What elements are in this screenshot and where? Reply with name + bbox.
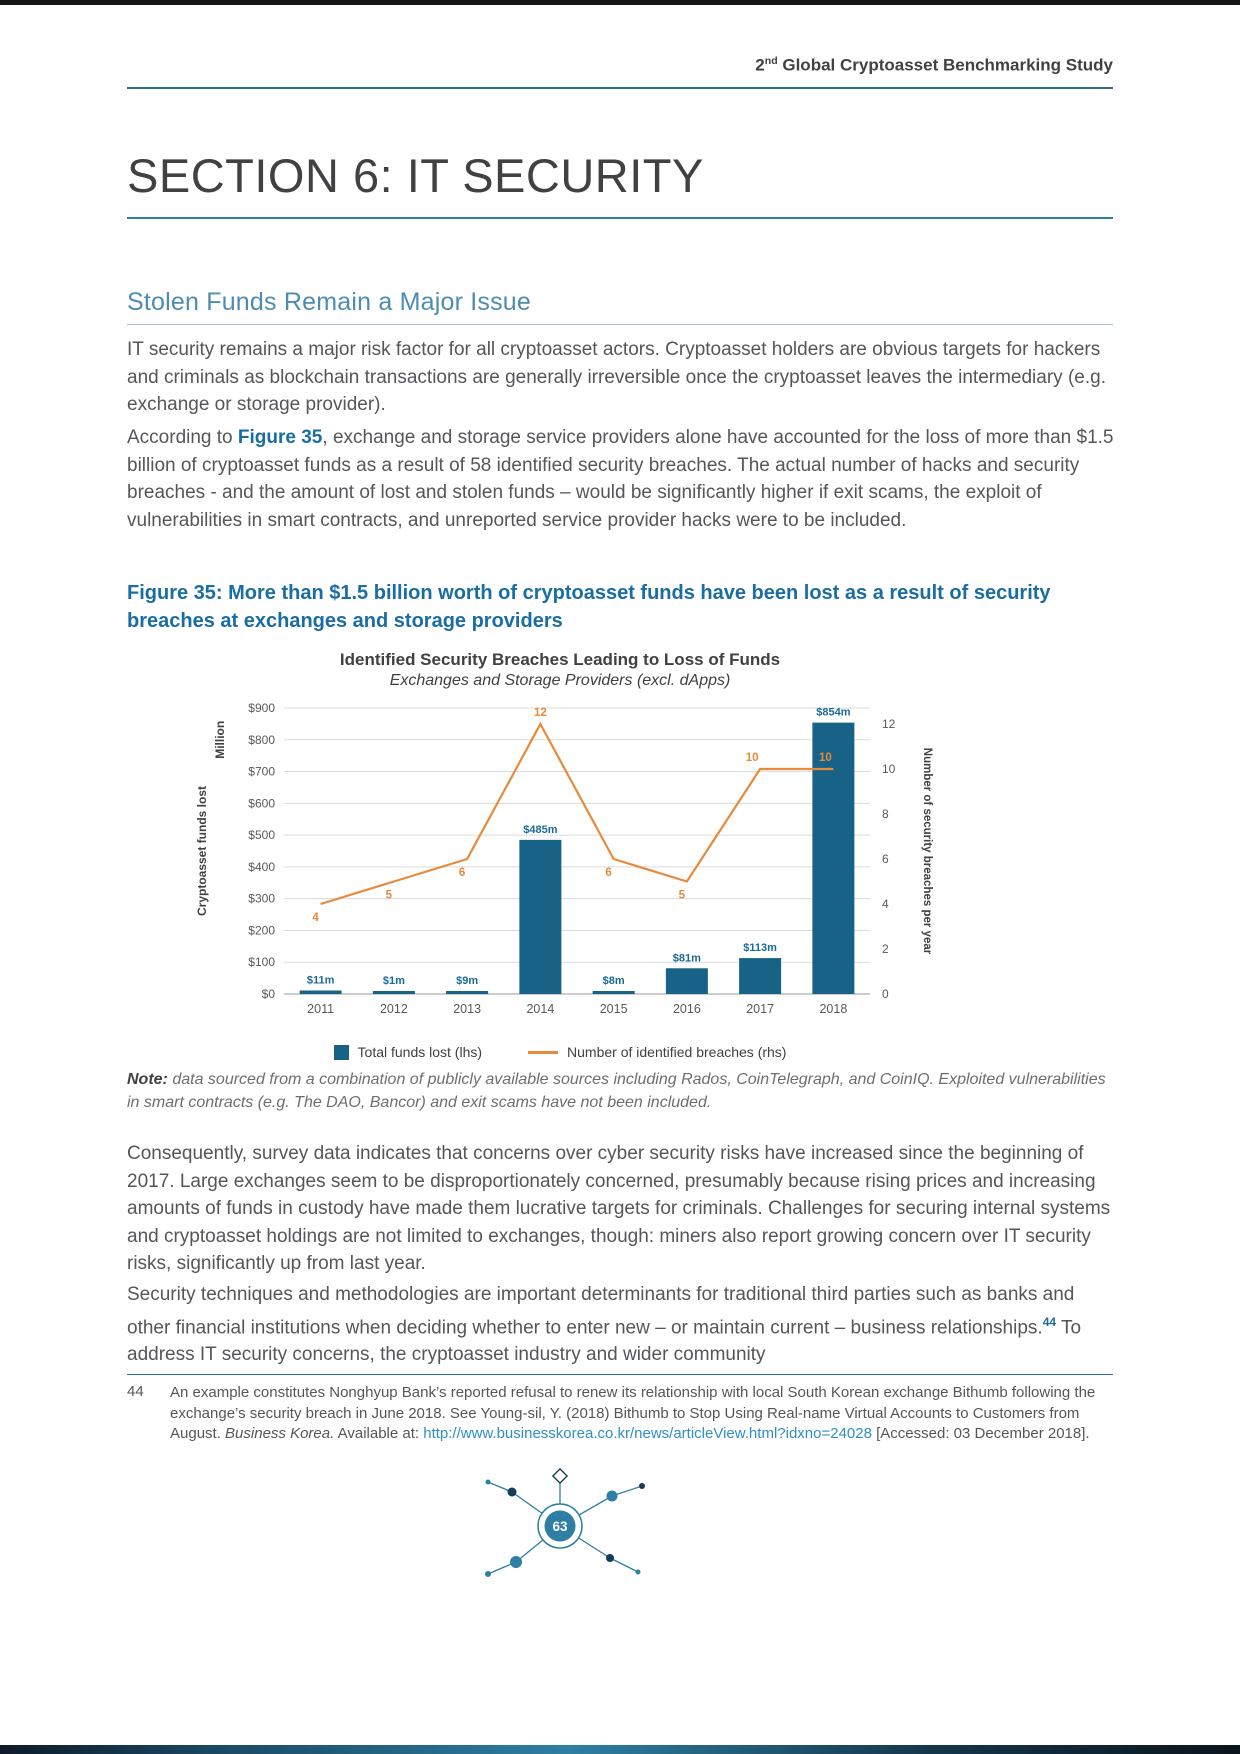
- svg-text:$854m: $854m: [816, 706, 851, 719]
- legend-item-breaches: [528, 1044, 786, 1060]
- svg-text:5: 5: [385, 889, 393, 902]
- svg-text:10: 10: [818, 752, 832, 765]
- network-node: [508, 1488, 517, 1497]
- footnote-number: 44: [127, 1383, 144, 1400]
- diamond-node-icon: [553, 1469, 567, 1483]
- legend-item-funds: [334, 1044, 483, 1060]
- figure-35: [169, 650, 951, 1060]
- network-node: [639, 1483, 645, 1489]
- legend-line-label: Number of identified breaches (rhs): [567, 1044, 787, 1060]
- svg-text:5: 5: [678, 889, 686, 902]
- paragraph-4: [127, 1281, 1115, 1369]
- svg-text:10: 10: [745, 752, 759, 765]
- svg-text:$113m: $113m: [743, 942, 777, 955]
- p4-before: Security techniques and methodologies are important determinants for traditional third parties such as banks and other financial institutions when deciding whether to enter new – or maintain current – business relationships.: [127, 1284, 1075, 1338]
- breaches-line: [321, 724, 834, 904]
- svg-text:$600: $600: [248, 796, 275, 811]
- bars-group: [300, 707, 855, 1016]
- svg-text:$11m: $11m: [306, 974, 335, 987]
- section-title-rule: [127, 217, 1113, 219]
- p4-after: To address IT security concerns, the cryptoasset industry and wider community: [127, 1316, 1082, 1366]
- svg-text:2018: 2018: [819, 1002, 848, 1016]
- svg-text:$0: $0: [261, 987, 275, 1001]
- svg-text:10: 10: [882, 762, 896, 777]
- footer-network-graphic: [460, 1462, 660, 1592]
- p2-after: , exchange and storage service providers alone have accounted for the loss of more than $1.5 billion of cryptoasset funds as a result of 58 identified security breaches. The actual number of hacks and security breaches - and the amount of lost and stolen funds – would be significantly higher if exit scams, the exploit of vulnerabilities in smart contracts, and unreported service provider hacks were to be included.: [127, 427, 1114, 531]
- header-rule: [127, 87, 1113, 89]
- figure-note: [127, 1068, 1115, 1114]
- chart-subtitle: Exchanges and Storage Providers (excl. dApps): [389, 672, 731, 689]
- header-superscript: nd: [764, 55, 778, 67]
- footnote-separator-rule: [127, 1374, 1113, 1375]
- svg-text:2015: 2015: [599, 1002, 628, 1016]
- network-node: [485, 1571, 491, 1577]
- paragraph-3: Consequently, survey data indicates that concerns over cyber security risks have increased since the beginning of 2017. Large exchanges seem to be disproportionately concerned, presumably because rising prices and increasing amounts of funds in custody have made them lucrative targets for criminals. Challenges for securing internal systems and cryptoasset holdings are not limited to exchanges, though: miners also report growing concern over IT security risks, significantly up from last year.: [127, 1143, 1111, 1274]
- footnote-reference[interactable]: 44: [1042, 1314, 1057, 1329]
- svg-text:8: 8: [882, 807, 889, 822]
- subsection-title: Stolen Funds Remain a Major Issue: [127, 288, 532, 316]
- header-title: Global Cryptoasset Benchmarking Study: [777, 55, 1113, 75]
- svg-text:2016: 2016: [672, 1002, 701, 1016]
- figure35-combo-chart: [180, 694, 940, 1040]
- svg-text:4: 4: [882, 897, 889, 912]
- left-axis-unit: Million: [213, 720, 227, 759]
- legend-bar-label: Total funds lost (lhs): [357, 1044, 483, 1060]
- network-node: [607, 1491, 618, 1502]
- footnote-text-a: An example constitutes Nonghyup Bank’s reported refusal to renew its relationship with local South Korean exchange Bithumb following the exchange’s security breach in June 2018. See Young-sil, Y. (2018) Bithumb to Stop Using Real-name Virtual Accounts to Customers from August.: [170, 1384, 1096, 1442]
- footnote-url-link[interactable]: http://www.businesskorea.co.kr/news/articleView.html?idxno=24028: [423, 1425, 872, 1442]
- legend-bar-swatch: [334, 1045, 349, 1060]
- bar-2011: [300, 991, 342, 994]
- bar-2016: [666, 968, 708, 994]
- paragraph-2: [127, 424, 1115, 534]
- p2-before: According to: [127, 427, 238, 448]
- svg-text:$100: $100: [248, 955, 275, 970]
- svg-text:6: 6: [605, 867, 612, 880]
- svg-text:$400: $400: [248, 859, 275, 874]
- chart-legend: [169, 1044, 951, 1060]
- network-node: [636, 1570, 641, 1575]
- svg-text:2014: 2014: [526, 1002, 555, 1016]
- right-axis-title: Number of security breaches per year: [921, 747, 933, 955]
- svg-text:$1m: $1m: [382, 975, 405, 987]
- svg-text:4: 4: [312, 912, 319, 925]
- svg-text:2011: 2011: [307, 1002, 335, 1016]
- network-node: [486, 1480, 491, 1485]
- svg-text:$500: $500: [248, 828, 275, 843]
- section-title: SECTION 6: IT SECURITY: [127, 149, 704, 202]
- svg-text:2012: 2012: [379, 1002, 408, 1016]
- subsection-title-rule: [127, 324, 1113, 325]
- running-header: [755, 55, 1113, 76]
- header-prefix: 2: [755, 55, 765, 75]
- page-bottom-bar: [0, 1745, 1240, 1754]
- svg-text:6: 6: [458, 867, 466, 880]
- network-node: [510, 1556, 522, 1568]
- footnote-text-c: [Accessed: 03 December 2018].: [871, 1425, 1090, 1442]
- bar-2013: [446, 991, 488, 994]
- note-text: data sourced from a combination of publicly available sources including Rados, CoinTelegraph, and CoinIQ. Exploited vulnerabilities in smart contracts (e.g. The DAO, Bancor) and exit scams have not been included.: [127, 1071, 1106, 1111]
- svg-text:$900: $900: [248, 701, 275, 715]
- svg-text:12: 12: [882, 717, 896, 732]
- gridlines-and-ticks: [248, 701, 895, 1001]
- footnote-text: [170, 1383, 1113, 1445]
- network-node: [606, 1554, 614, 1562]
- svg-text:$485m: $485m: [523, 823, 558, 836]
- footnote-source-italic: Business Korea.: [225, 1425, 335, 1442]
- svg-text:0: 0: [882, 987, 889, 1001]
- svg-text:2: 2: [882, 942, 889, 957]
- svg-text:$200: $200: [248, 923, 275, 938]
- footnote-text-b: Available at:: [334, 1425, 424, 1442]
- figure-35-reference-link[interactable]: Figure 35: [237, 427, 323, 448]
- svg-text:2017: 2017: [746, 1002, 775, 1016]
- left-axis-title: Cryptoasset funds lost: [195, 785, 209, 917]
- legend-line-swatch: [528, 1051, 558, 1054]
- figure-caption: Figure 35: More than $1.5 billion worth of cryptoasset funds have been lost as a result of security breaches at exchanges and storage providers: [127, 582, 1051, 632]
- svg-text:2013: 2013: [453, 1002, 482, 1016]
- page-top-edge: [0, 0, 1240, 5]
- page-number: 63: [552, 1519, 568, 1534]
- note-label: Note:: [127, 1071, 168, 1088]
- paragraph-1: IT security remains a major risk factor for all cryptoasset actors. Cryptoasset holders are obvious targets for hackers and criminals as blockchain transactions are generally irreversible once the cryptoasset leaves the intermediary (e.g. exchange or storage provider).: [127, 339, 1106, 415]
- svg-text:$8m: $8m: [602, 975, 625, 987]
- bar-2014: [519, 840, 561, 994]
- svg-text:$9m: $9m: [456, 975, 479, 987]
- svg-text:12: 12: [533, 707, 547, 720]
- bar-2012: [373, 991, 415, 994]
- svg-text:$700: $700: [248, 764, 275, 779]
- svg-text:$800: $800: [248, 732, 275, 747]
- svg-text:6: 6: [882, 852, 889, 867]
- bar-2017: [739, 958, 781, 994]
- bar-2015: [593, 991, 635, 994]
- chart-title: Identified Security Breaches Leading to Loss of Funds: [339, 650, 781, 669]
- svg-text:$81m: $81m: [672, 952, 701, 965]
- svg-text:$300: $300: [248, 891, 275, 906]
